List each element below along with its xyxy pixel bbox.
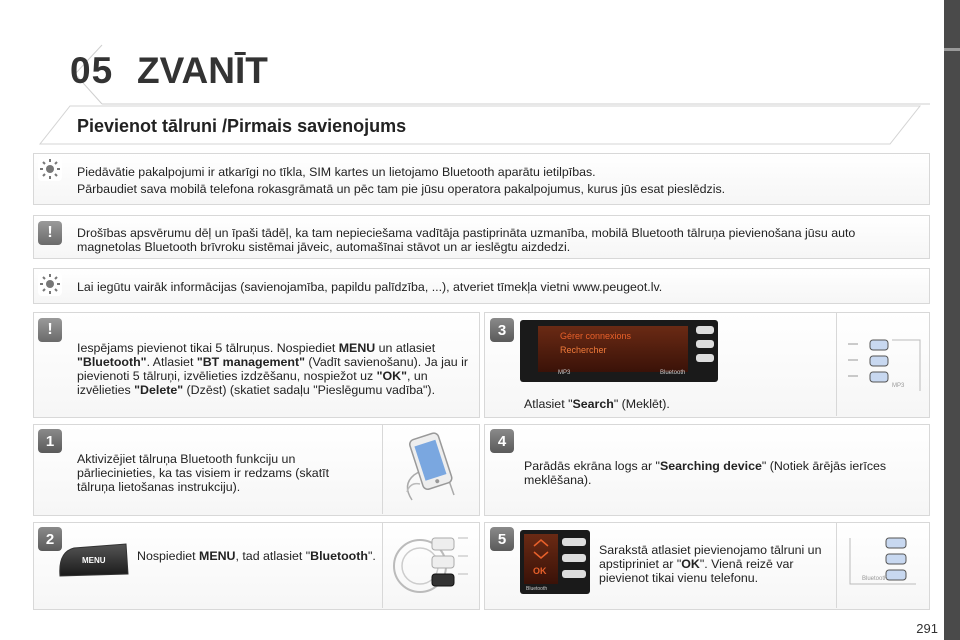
step-3-text: Atlasiet "Search" (Meklēt). bbox=[524, 397, 670, 411]
note-services-text-1: Piedāvātie pakalpojumi ir atkarīgi no tīkla, SIM kartes un lietojamo Bluetooth aparātu ietilpības. bbox=[77, 165, 596, 179]
panel-bluetooth-label: Bluetooth bbox=[862, 576, 888, 582]
sun-icon bbox=[38, 157, 62, 181]
screen-side-button bbox=[696, 340, 714, 348]
panel-mp3-label: MP3 bbox=[892, 383, 905, 389]
screen-side-button bbox=[562, 538, 586, 546]
step-1-divider bbox=[382, 424, 383, 514]
side-tab-marker bbox=[944, 48, 960, 51]
warning-five-phones-text: Iespējams pievienot tikai 5 tālruņus. Nospiediet MENU un atlasiet "Bluetooth". Atlasiet "BT management" (Vadīt savienošanu). Ja jau ir pievienoti 5 tālruņi, izvēlieties izdzēšanu, nospiežot uz "OK", un izvēlieties "Delete" (Dzēst) (skatiet sadaļu "Pieslēgumu vadība"). bbox=[77, 341, 468, 397]
step-5-divider bbox=[836, 522, 837, 608]
step-2-text: Nospiediet MENU, tad atlasiet "Bluetooth". bbox=[137, 549, 376, 563]
screen-mp3-label: MP3 bbox=[558, 370, 571, 376]
step-5-badge: 5 bbox=[490, 527, 514, 551]
screen-menu-item-connections: Gérer connexions bbox=[560, 331, 632, 341]
screen-side-button bbox=[696, 354, 714, 362]
chevron-up-down-icon bbox=[532, 538, 550, 562]
step-2-badge: 2 bbox=[38, 527, 62, 551]
radio-display-screen-ok bbox=[520, 530, 590, 594]
step-2-divider bbox=[382, 522, 383, 608]
note-website-text: Lai iegūtu vairāk informācijas (savienojamība, papildu palīdzība, ...), atveriet tīmekļa vietni www.peugeot.lv. bbox=[77, 280, 663, 294]
info-note-services bbox=[33, 153, 930, 205]
screen-menu-item-search: Rechercher bbox=[560, 345, 607, 355]
step-1-text: Aktivizējiet tālruņa Bluetooth funkciju un pārliecinieties, ka tas visiem ir redzams (skatīt tālruņa lietošanas instrukciju). bbox=[77, 452, 330, 494]
step-1-badge: 1 bbox=[38, 429, 62, 453]
page-number: 291 bbox=[916, 621, 938, 636]
sun-icon bbox=[38, 272, 62, 296]
dashboard-control-illustration bbox=[392, 530, 474, 602]
menu-button-label: MENU bbox=[82, 556, 106, 565]
screen-side-button bbox=[562, 570, 586, 578]
step-3-divider bbox=[836, 312, 837, 416]
step-5-text: Sarakstā atlasiet pievienojamo tālruni un apstipriniet ar "OK". Vienā reizē var pievienot tikai vienu telefonu. bbox=[599, 543, 822, 585]
step-4-badge: 4 bbox=[490, 429, 514, 453]
screen-bluetooth-label: Bluetooth bbox=[526, 586, 548, 592]
screen-bluetooth-label: Bluetooth bbox=[660, 370, 686, 376]
screen-side-button bbox=[562, 554, 586, 562]
phone-bluetooth-illustration bbox=[392, 430, 472, 508]
exclamation-icon: ! bbox=[38, 318, 62, 342]
section-title: Pievienot tālruni /Pirmais savienojums bbox=[77, 116, 407, 136]
note-services-text-2: Pārbaudiet sava mobilā telefona rokasgrāmatā un pēc tam pie jūsu operatora pakalpojumus, kurus jūs esat pieslēdzis. bbox=[77, 182, 726, 196]
step-3-badge: 3 bbox=[490, 318, 514, 342]
step-4-text: Parādās ekrāna logs ar "Searching device" (Notiek ārējās ierīces meklēšana). bbox=[524, 459, 887, 487]
radio-display-screen bbox=[520, 320, 718, 382]
exclamation-icon: ! bbox=[38, 221, 62, 245]
control-panel-illustration bbox=[840, 336, 922, 398]
chapter-title: ZVANĪT bbox=[137, 50, 268, 91]
side-tab-bar bbox=[944, 0, 960, 640]
screen-side-button bbox=[696, 326, 714, 334]
screen-ok-label: OK bbox=[533, 566, 547, 576]
chapter-number: 05 bbox=[70, 50, 114, 91]
note-safety-text: Drošības apsvērumu dēļ un īpaši tādēļ, ka tam nepieciešama vadītāja pastiprināta uzmanība, mobilā Bluetooth tālruņa pievienošana jūsu auto magnetolas Bluetooth brīvroku sistēmai jāveic, automašīnai stāvot un ar ieslēgtu aizdedzi. bbox=[77, 226, 856, 254]
